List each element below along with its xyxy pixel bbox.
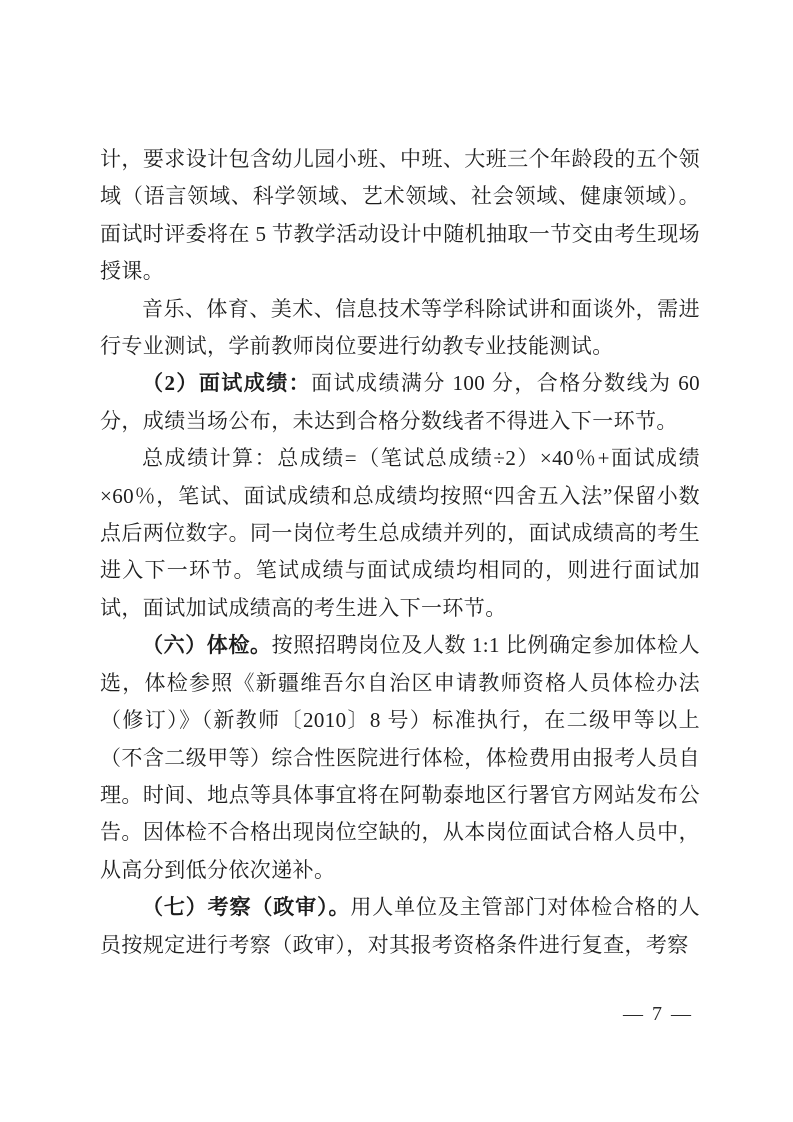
para-continuation bbox=[100, 141, 700, 291]
paragraph-heading: （2）面试成绩： bbox=[142, 371, 312, 396]
paragraph-text: 总成绩计算：总成绩=（笔试总成绩÷2）×40％+面试成绩×60％，笔试、面试成绩和总成绩均按照“四舍五入法”保留小数点后两位数字。同一岗位考生总成绩并列的，面试成绩高的考生进入下一环节。笔试成绩与面试成绩均相同的，则进行面试加试，面试加试成绩高的考生进入下一环节。 bbox=[100, 446, 700, 620]
para-total-score-calc bbox=[100, 440, 700, 627]
paragraph-heading: （七）考察（政审）。 bbox=[142, 895, 351, 920]
paragraph-text: 按照招聘岗位及人数 1:1 比例确定参加体检人选，体检参照《新疆维吾尔自治区申请教师资格人员体检办法（修订）》（新教师〔2010〕8 号）标准执行，在二级甲等以上（不含二级甲等）综合性医院进行体检，体检费用由报考人员自理。时间、地点等具体事宜将在阿勒泰地区行署官方网站发布公告。因体检不合格出现岗位空缺的，从本岗位面试合格人员中，从高分到低分依次递补。 bbox=[100, 633, 700, 882]
para-interview-score bbox=[100, 365, 700, 440]
para-subject-tests bbox=[100, 291, 700, 366]
page-number: — 7 — bbox=[623, 1003, 693, 1025]
paragraph-text: 计，要求设计包含幼儿园小班、中班、大班三个年龄段的五个领域（语言领域、科学领域、艺术领域、社会领域、健康领域）。面试时评委将在 5 节教学活动设计中随机抽取一节交由考生现场授课。 bbox=[100, 147, 700, 284]
para-physical-exam bbox=[100, 627, 700, 889]
paragraph-heading: （六）体检。 bbox=[142, 633, 272, 658]
paragraph-text: 面试成绩满分 100 分，合格分数线为 60 分，成绩当场公布，未达到合格分数线者不得进入下一环节。 bbox=[100, 371, 700, 433]
document-body bbox=[100, 141, 700, 964]
para-inspection bbox=[100, 889, 700, 964]
paragraph-text: 用人单位及主管部门对体检合格的人员按规定进行考察（政审），对其报考资格条件进行复查，考察 bbox=[100, 895, 700, 957]
paragraph-text: 音乐、体育、美术、信息技术等学科除试讲和面谈外，需进行专业测试，学前教师岗位要进行幼教专业技能测试。 bbox=[100, 296, 700, 359]
